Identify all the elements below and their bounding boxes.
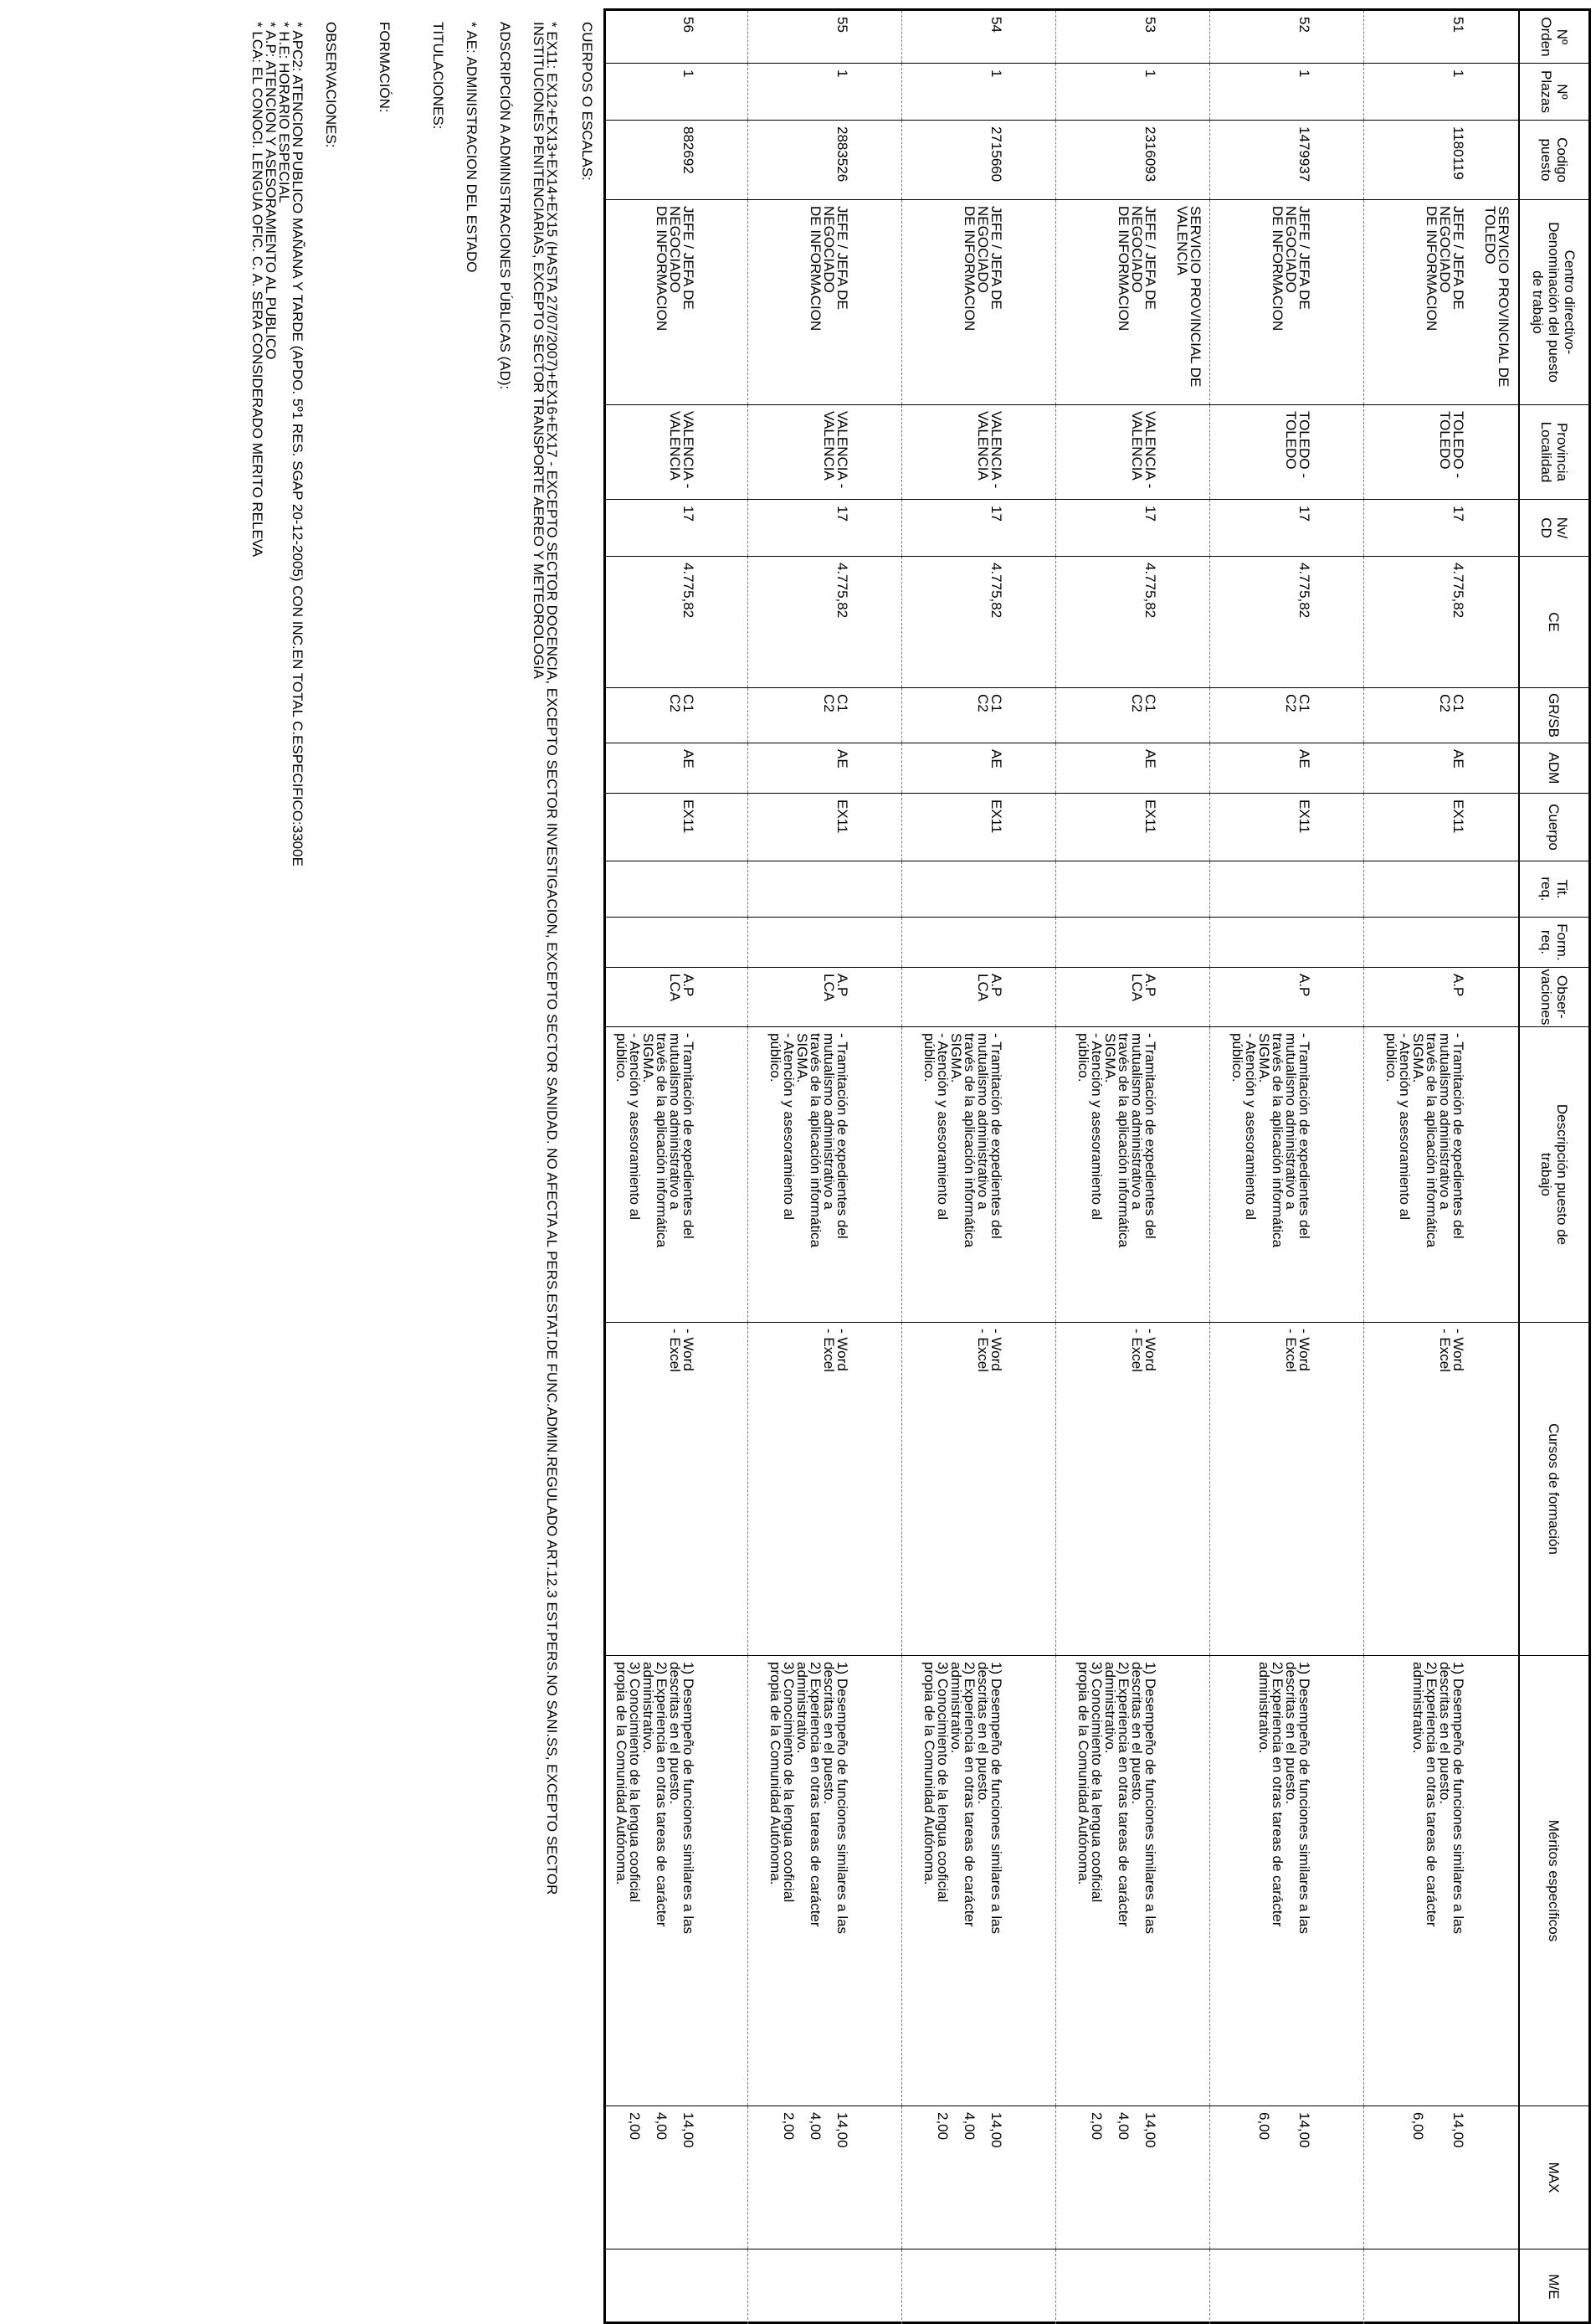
row-codigo: 1180119 — [1450, 126, 1466, 180]
row-tit — [1364, 861, 1518, 917]
column-me — [606, 2249, 1588, 2324]
row-codigo: 882692 — [680, 126, 696, 174]
row-plazas: 1 — [1142, 69, 1158, 78]
row-descripcion: - Tramitación de expedientes del mutualismo administrativo a través de la aplicación informática SIGMA. - Atención y asesoramiento al público. — [767, 1033, 850, 1248]
row-form — [748, 918, 902, 967]
header-provincia: Provincia Localidad — [1518, 405, 1588, 499]
row-ce: 4.775,82 — [1142, 563, 1158, 619]
row-tit — [1056, 861, 1210, 917]
observaciones-line: * H.E: HORARIO ESPECIAL — [276, 22, 292, 203]
row-grsb: C1 C2 — [1437, 694, 1466, 712]
row-me — [1210, 2249, 1364, 2324]
row-cuerpo: EX11 — [1450, 800, 1466, 834]
row-centro-cell — [606, 200, 748, 404]
row-cursos: - Word - Excel — [821, 1329, 850, 1372]
row-provincia: TOLEDO - TOLEDO — [1437, 411, 1466, 478]
row-ce: 4.775,82 — [988, 563, 1004, 619]
row-provincia: VALENCIA - VALENCIA — [821, 411, 850, 489]
row-descripcion: - Tramitación de expedientes del mutualismo administrativo a través de la aplicación informática SIGMA. - Atención y asesoramiento al público. — [613, 1033, 696, 1248]
row-grsb: C1 C2 — [1129, 694, 1158, 712]
row-puesto: JEFE / JEFA DE NEGOCIADO DE INFORMACION — [1424, 206, 1466, 332]
row-codigo: 2316093 — [1142, 126, 1158, 183]
row-puesto: JEFE / JEFA DE NEGOCIADO DE INFORMACION — [1270, 206, 1312, 332]
row-adm: AE — [1296, 749, 1312, 769]
row-centro-cell — [1056, 200, 1210, 404]
header-form: Form. req. — [1518, 918, 1588, 967]
header-codigo: Codigo puesto — [1518, 121, 1588, 199]
row-me — [1364, 2249, 1518, 2324]
row-plazas: 1 — [834, 69, 850, 78]
header-cuerpo: Cuerpo — [1518, 794, 1588, 861]
row-provincia: TOLEDO - TOLEDO — [1283, 411, 1312, 478]
row-form — [1210, 918, 1364, 967]
header-max: MAX — [1518, 2106, 1588, 2249]
row-adm: AE — [988, 749, 1004, 769]
header-centro: Centro directivo- Denominación del puesto de trabajo — [1518, 200, 1588, 404]
row-centro-cell — [1210, 200, 1364, 404]
column-meritos — [606, 1655, 1588, 2105]
header-nivel: Nv/ CD — [1518, 500, 1588, 556]
positions-table — [603, 8, 1591, 2324]
row-grsb: C1 C2 — [667, 694, 696, 712]
row-grsb: C1 C2 — [975, 694, 1004, 712]
row-form — [606, 918, 748, 967]
adscripcion-line: * AE: ADMINISTRACION DEL ESTADO — [464, 22, 480, 273]
header-tit: Tit. req. — [1518, 861, 1588, 917]
column-centro — [606, 199, 1588, 404]
row-cursos: - Word - Excel — [1437, 1329, 1466, 1372]
row-adm: AE — [834, 749, 850, 769]
row-orden: 52 — [1296, 17, 1312, 33]
row-me — [748, 2249, 902, 2324]
row-meritos: 1) Desempeño de funciones similares a las descritas en el puesto. 2) Experiencia en otras tareas de carácter administrativo. 3) Conocimiento de la lengua cooficial propia de la Comunidad Autónoma. — [1075, 1662, 1158, 1935]
row-puesto: JEFE / JEFA DE NEGOCIADO DE INFORMACION — [654, 206, 696, 332]
row-cuerpo: EX11 — [1296, 800, 1312, 834]
row-nivel: 17 — [1142, 506, 1158, 522]
formacion-title: FORMACIÓN: — [377, 22, 393, 113]
row-tit — [1210, 861, 1364, 917]
column-max — [606, 2105, 1588, 2249]
column-orden — [606, 11, 1588, 63]
row-orden: 56 — [680, 17, 696, 33]
row-nivel: 17 — [988, 506, 1004, 522]
column-form — [606, 917, 1588, 967]
row-max: 14,00 4,00 2,00 — [935, 2112, 1004, 2148]
row-obs: A.P LCA — [821, 974, 850, 1002]
row-max: 14,00 6,00 — [1256, 2112, 1312, 2148]
header-plazas: Nº Plazas — [1518, 64, 1588, 120]
column-codigo — [606, 120, 1588, 199]
row-orden: 53 — [1142, 17, 1158, 33]
row-max: 14,00 4,00 2,00 — [627, 2112, 696, 2148]
row-provincia: VALENCIA - VALENCIA — [1129, 411, 1158, 489]
row-descripcion: - Tramitación de expedientes del mutualismo administrativo a través de la aplicación informática SIGMA. - Atención y asesoramiento al público. — [1075, 1033, 1158, 1248]
header-grsb: GR/SB — [1518, 688, 1588, 743]
row-provincia: VALENCIA - VALENCIA — [975, 411, 1004, 489]
row-cursos: - Word - Excel — [667, 1329, 696, 1372]
row-plazas: 1 — [680, 69, 696, 78]
row-form — [902, 918, 1056, 967]
row-meritos: 1) Desempeño de funciones similares a las descritas en el puesto. 2) Experiencia en otras tareas de carácter administrativo. 3) Conocimiento de la lengua cooficial propia de la Comunidad Autónoma. — [921, 1662, 1004, 1935]
row-cuerpo: EX11 — [988, 800, 1004, 834]
row-cuerpo: EX11 — [1142, 800, 1158, 834]
column-descripcion — [606, 1026, 1588, 1322]
row-cursos: - Word - Excel — [975, 1329, 1004, 1372]
row-ce: 4.775,82 — [834, 563, 850, 619]
row-meritos: 1) Desempeño de funciones similares a las descritas en el puesto. 2) Experiencia en otras tareas de carácter administrativo. 3) Conocimiento de la lengua cooficial propia de la Comunidad Autónoma. — [767, 1662, 850, 1935]
row-grsb: C1 C2 — [1283, 694, 1312, 712]
row-form — [1056, 918, 1210, 967]
row-form — [1364, 918, 1518, 967]
adscripcion-title: ADSCRIPCIÓN A ADMINISTRACIONES PÚBLICAS (AD): — [497, 22, 513, 390]
row-nivel: 17 — [1450, 506, 1466, 522]
row-meritos: 1) Desempeño de funciones similares a las descritas en el puesto. 2) Experiencia en otras tareas de carácter administrativo. — [1410, 1662, 1466, 1935]
row-ce: 4.775,82 — [1450, 563, 1466, 619]
row-adm: AE — [680, 749, 696, 769]
row-tit — [748, 861, 902, 917]
observaciones-line: * APC2: ATENCION PUBLICO MAÑANA Y TARDE (APDO. 5º1 RES. SGAP 20-12-2005) CON INC.EN TOTAL C.ESPECIFICO:3300E — [290, 22, 305, 866]
row-obs: A.P — [1450, 974, 1466, 997]
cuerpos-title: CUERPOS O ESCALAS: — [579, 22, 595, 181]
row-orden: 51 — [1450, 17, 1466, 33]
header-orden: Nº Orden — [1518, 11, 1588, 63]
titulaciones-title: TITULACIONES: — [430, 22, 446, 130]
header-me: M/E — [1518, 2249, 1588, 2324]
row-service: SERVICIO PROVINCIAL DE VALENCIA — [1174, 206, 1203, 388]
column-nivel — [606, 499, 1588, 556]
header-ce: CE — [1518, 557, 1588, 687]
row-obs: A.P — [1296, 974, 1312, 997]
notes-section — [250, 22, 593, 2282]
header-adm: ADM — [1518, 743, 1588, 793]
row-grsb: C1 C2 — [821, 694, 850, 712]
row-plazas: 1 — [988, 69, 1004, 78]
observaciones-title: OBSERVACIONES: — [323, 22, 339, 148]
row-meritos: 1) Desempeño de funciones similares a las descritas en el puesto. 2) Experiencia en otras tareas de carácter administrativo. — [1256, 1662, 1312, 1935]
row-orden: 54 — [988, 17, 1004, 33]
row-puesto: JEFE / JEFA DE NEGOCIADO DE INFORMACION — [962, 206, 1004, 332]
row-cursos: - Word - Excel — [1283, 1329, 1312, 1372]
row-centro-cell — [902, 200, 1056, 404]
row-nivel: 17 — [680, 506, 696, 522]
row-nivel: 17 — [834, 506, 850, 522]
row-centro-cell — [1364, 200, 1518, 404]
row-ce: 4.775,82 — [680, 563, 696, 619]
row-cuerpo: EX11 — [680, 800, 696, 834]
column-tit — [606, 861, 1588, 917]
row-orden: 55 — [834, 17, 850, 33]
header-cursos: Cursos de formación — [1518, 1323, 1588, 1655]
observaciones-line: * LCA: EL CONOCI. LENGUA OFIC. C. A. SERA CONSIDERADO MERITO RELEVA — [249, 22, 265, 558]
row-me — [902, 2249, 1056, 2324]
column-cursos — [606, 1322, 1588, 1655]
header-meritos: Méritos específicos — [1518, 1656, 1588, 2105]
row-cursos: - Word - Excel — [1129, 1329, 1158, 1372]
column-cuerpo — [606, 793, 1588, 861]
row-nivel: 17 — [1296, 506, 1312, 522]
column-grsb — [606, 687, 1588, 743]
row-max: 14,00 4,00 2,00 — [1089, 2112, 1158, 2148]
row-codigo: 2883526 — [834, 126, 850, 183]
row-descripcion: - Tramitación de expedientes del mutualismo administrativo a través de la aplicación informática SIGMA. - Atención y asesoramiento al público. — [1229, 1033, 1312, 1248]
row-codigo: 2715660 — [988, 126, 1004, 183]
row-meritos: 1) Desempeño de funciones similares a las descritas en el puesto. 2) Experiencia en otras tareas de carácter administrativo. 3) Conocimiento de la lengua cooficial propia de la Comunidad Autónoma. — [613, 1662, 696, 1935]
row-codigo: 1479937 — [1296, 126, 1312, 183]
cuerpos-line: INSTITUCIONES PENITENCIARIAS, EXCEPTO SECTOR TRANSPORTE AEREO Y METEOROLOGIA — [531, 22, 547, 680]
row-puesto: JEFE / JEFA DE NEGOCIADO DE INFORMACION — [808, 206, 850, 332]
column-plazas — [606, 63, 1588, 120]
header-obs: Obser- vaciones — [1518, 968, 1588, 1026]
row-tit — [902, 861, 1056, 917]
row-adm: AE — [1450, 749, 1466, 769]
row-puesto: JEFE / JEFA DE NEGOCIADO DE INFORMACION — [1116, 206, 1158, 332]
row-plazas: 1 — [1296, 69, 1312, 78]
row-tit — [606, 861, 748, 917]
header-descripcion: Descripción puesto de trabajo — [1518, 1027, 1588, 1322]
row-me — [1056, 2249, 1210, 2324]
row-cuerpo: EX11 — [834, 800, 850, 834]
row-obs: A.P LCA — [975, 974, 1004, 1002]
row-service: SERVICIO PROVINCIAL DE TOLEDO — [1482, 206, 1511, 388]
row-descripcion: - Tramitación de expedientes del mutualismo administrativo a través de la aplicación informática SIGMA. - Atención y asesoramiento al público. — [1383, 1033, 1466, 1248]
column-ce — [606, 556, 1588, 687]
row-provincia: VALENCIA - VALENCIA — [667, 411, 696, 489]
row-plazas: 1 — [1450, 69, 1466, 78]
row-centro-cell — [748, 200, 902, 404]
row-adm: AE — [1142, 749, 1158, 769]
column-provincia — [606, 404, 1588, 499]
row-descripcion: - Tramitación de expedientes del mutualismo administrativo a través de la aplicación informática SIGMA. - Atención y asesoramiento al público. — [921, 1033, 1004, 1248]
row-me — [606, 2249, 748, 2324]
column-adm — [606, 743, 1588, 793]
column-obs — [606, 967, 1588, 1026]
row-max: 14,00 4,00 2,00 — [781, 2112, 850, 2148]
row-ce: 4.775,82 — [1296, 563, 1312, 619]
cuerpos-line: * EX11: EX12+EX13+EX14+EX15 (HASTA 27/07/2007)+EX16+EX17 - EXCEPTO SECTOR DOCENCIA, EXCEPTO SECTOR INVESTIGACION, EXCEPTO SECTOR SANIDAD. NO AFECTA AL PERS.ESTAT.DE FUNC.ADMIN.REGULADO ART.12.3 EST.PERS.NO SANI.SS, EXCEPTO SECTOR — [544, 22, 560, 1895]
observaciones-line: * A.P: ATENCION Y ASESORAMIENTO AL PUBLICO — [263, 22, 279, 360]
row-max: 14,00 6,00 — [1410, 2112, 1466, 2148]
row-obs: A.P LCA — [1129, 974, 1158, 1002]
row-obs: A.P LCA — [667, 974, 696, 1002]
